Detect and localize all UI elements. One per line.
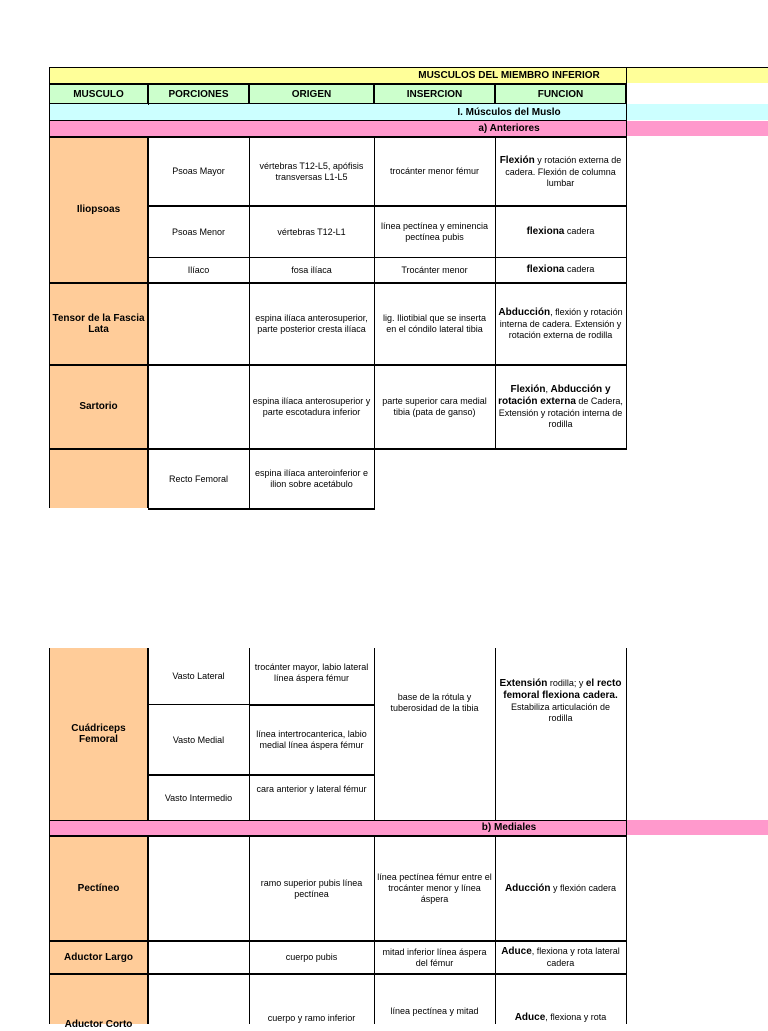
insercion-aductor-largo: mitad inferior línea áspera del fémur	[382, 946, 487, 968]
muscle-aductor-largo: Aductor Largo	[49, 942, 148, 973]
origen-sartorio: espina ilíaca anterosuperior y parte escotadura inferior	[252, 396, 371, 417]
header-funcion: FUNCION	[495, 84, 626, 104]
insercion-iliaco: Trocánter menor	[401, 264, 468, 275]
insercion-sartorio: parte superior cara medial tibia (pata de ganso)	[382, 396, 487, 417]
muscle-cuadriceps: Cuádriceps Femoral	[49, 648, 148, 820]
table-title: MUSCULOS DEL MIEMBRO INFERIOR	[418, 70, 600, 81]
origen-psoas-mayor: vértebras T12-L5, apófisis transversas L1-L5	[259, 160, 364, 182]
insercion-pectineo: línea pectínea fémur entre el trocánter menor y línea áspera	[377, 872, 492, 904]
origen-aductor-corto: cuerpo y ramo inferior	[267, 1013, 356, 1023]
muscle-iliopsoas: Iliopsoas	[49, 138, 148, 282]
funcion-tensor: Abducción, flexión y rotación interna de cadera. Extensión y rotación externa de rodilla	[498, 307, 623, 340]
section-band-thigh	[49, 104, 768, 120]
title-band	[49, 67, 768, 83]
muscle-tensor: Tensor de la Fascia Lata	[49, 284, 148, 364]
header-musculo: MUSCULO	[49, 84, 148, 104]
porcion-psoas-mayor: Psoas Mayor	[172, 166, 225, 177]
funcion-psoas-mayor: Flexión y rotación externa de cadera. Flexión de columna lumbar	[499, 154, 622, 188]
insercion-psoas-menor: línea pectínea y eminencia pectínea pubis	[380, 221, 489, 242]
insercion-psoas-mayor: trocánter menor fémur	[389, 166, 480, 177]
origen-aductor-largo: cuerpo pubis	[285, 952, 338, 963]
funcion-iliaco: flexiona cadera	[526, 264, 595, 275]
muscle-sartorio: Sartorio	[49, 366, 148, 448]
origen-vasto-intermedio: cara anterior y lateral fémur	[256, 784, 367, 794]
group-title: a) Anteriores	[478, 123, 540, 134]
porcion-iliaco: Ilíaco	[187, 264, 210, 275]
porcion-psoas-menor: Psoas Menor	[171, 226, 226, 237]
funcion-aductor-corto: Aduce, flexiona y rota	[514, 1012, 607, 1023]
header-insercion: INSERCION	[374, 84, 495, 104]
origen-vasto-lateral: trocánter mayor, labio lateral línea áspera fémur	[254, 662, 369, 683]
porcion-recto-femoral: Recto Femoral	[168, 473, 229, 484]
funcion-pectineo: Aducción y flexión cadera	[504, 882, 617, 894]
funcion-sartorio: Flexión, Abducción y rotación externa de Cadera, Extensión y rotación interna de rodilla	[498, 384, 623, 429]
funcion-aductor-largo: Aduce, flexiona y rota lateral cadera	[501, 946, 620, 969]
muscle-pectineo: Pectíneo	[49, 837, 148, 940]
origen-pectineo: ramo superior pubis línea pectínea	[260, 877, 363, 899]
muscle-aductor-corto: Aductor Corto	[49, 975, 148, 1024]
funcion-psoas-menor: flexiona cadera	[526, 226, 595, 237]
insercion-tensor: lig. Iliotibial que se inserta en el cóndilo lateral tibia	[382, 313, 487, 334]
muscle-cuadriceps-top	[49, 450, 148, 508]
group-band-anteriores	[49, 121, 768, 136]
section-title: I. Músculos del Muslo	[457, 106, 561, 118]
origen-recto-femoral: espina ilíaca anteroinferior e ilion sobre acetábulo	[254, 468, 369, 489]
porcion-vasto-medial: Vasto Medial	[172, 734, 225, 745]
porcion-vasto-lateral: Vasto Lateral	[172, 670, 225, 681]
origen-iliaco: fosa ilíaca	[291, 264, 332, 275]
group-title-mediales: b) Mediales	[481, 822, 537, 833]
header-origen: ORIGEN	[249, 84, 374, 104]
group-band-mediales	[49, 820, 768, 835]
insercion-aductor-corto: línea pectínea y mitad	[390, 1006, 479, 1016]
insercion-cuadriceps: base de la rótula y tuberosidad de la tibia	[390, 692, 479, 713]
porcion-vasto-intermedio: Vasto Intermedio	[164, 792, 233, 803]
funcion-cuadriceps: Extensión rodilla; y el recto femoral flexiona cadera. Estabiliza articulación de rodilla	[499, 678, 622, 723]
origen-tensor: espina ilíaca anterosuperior, parte posterior cresta ilíaca	[255, 313, 368, 334]
origen-vasto-medial: línea intertrocanterica, labio medial línea áspera fémur	[256, 729, 367, 750]
origen-psoas-menor: vértebras T12-L1	[277, 226, 346, 237]
header-porciones: PORCIONES	[148, 84, 249, 104]
